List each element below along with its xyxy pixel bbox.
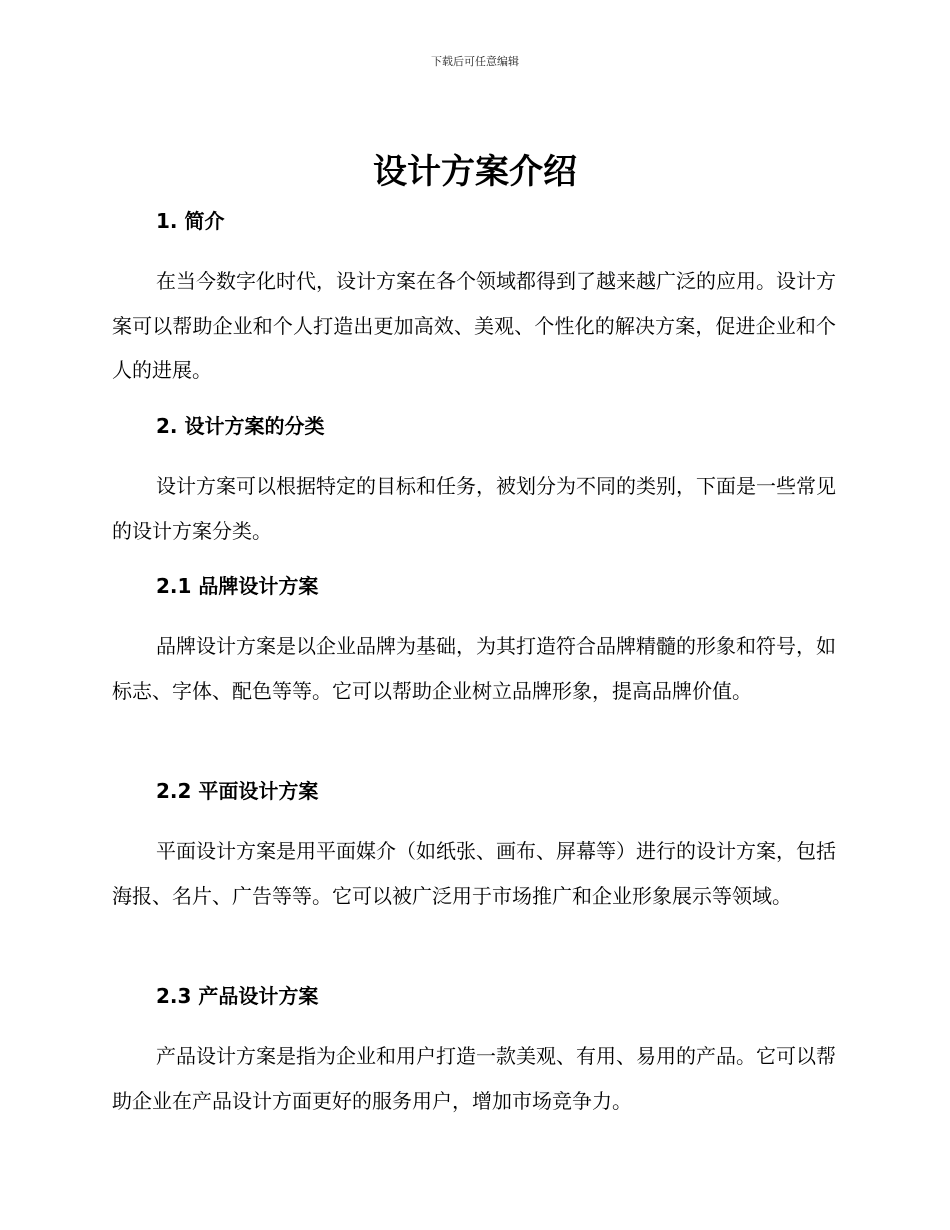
section-paragraph: 平面设计方案是用平面媒介（如纸张、画布、屏幕等）进行的设计方案，包括海报、名片、广告等等。它可以被广泛用于市场推广和企业形象展示等领域。 (112, 839, 836, 908)
section-heading: 1. 简介 (156, 209, 225, 233)
section-product-design (112, 982, 836, 1123)
section-introduction (112, 207, 836, 393)
section-heading: 2. 设计方案的分类 (156, 414, 325, 438)
section-heading: 2.1 品牌设计方案 (156, 574, 319, 598)
section-graphic-design (112, 777, 836, 918)
section-classification (112, 412, 836, 553)
document-title: 设计方案介绍 (373, 152, 577, 192)
section-paragraph: 设计方案可以根据特定的目标和任务，被划分为不同的类别，下面是一些常见的设计方案分类。 (112, 474, 836, 543)
section-paragraph: 产品设计方案是指为企业和用户打造一款美观、有用、易用的产品。它可以帮助企业在产品设计方面更好的服务用户，增加市场竞争力。 (112, 1044, 836, 1113)
section-paragraph: 在当今数字化时代，设计方案在各个领域都得到了越来越广泛的应用。设计方案可以帮助企业和个人打造出更加高效、美观、个性化的解决方案，促进企业和个人的进展。 (112, 269, 836, 382)
header-note: 下载后可任意编辑 (431, 55, 519, 68)
section-heading: 2.2 平面设计方案 (156, 779, 319, 803)
section-paragraph: 品牌设计方案是以企业品牌为基础，为其打造符合品牌精髓的形象和符号，如标志、字体、配色等等。它可以帮助企业树立品牌形象，提高品牌价值。 (112, 634, 836, 703)
section-brand-design (112, 572, 836, 713)
section-heading: 2.3 产品设计方案 (156, 984, 319, 1008)
